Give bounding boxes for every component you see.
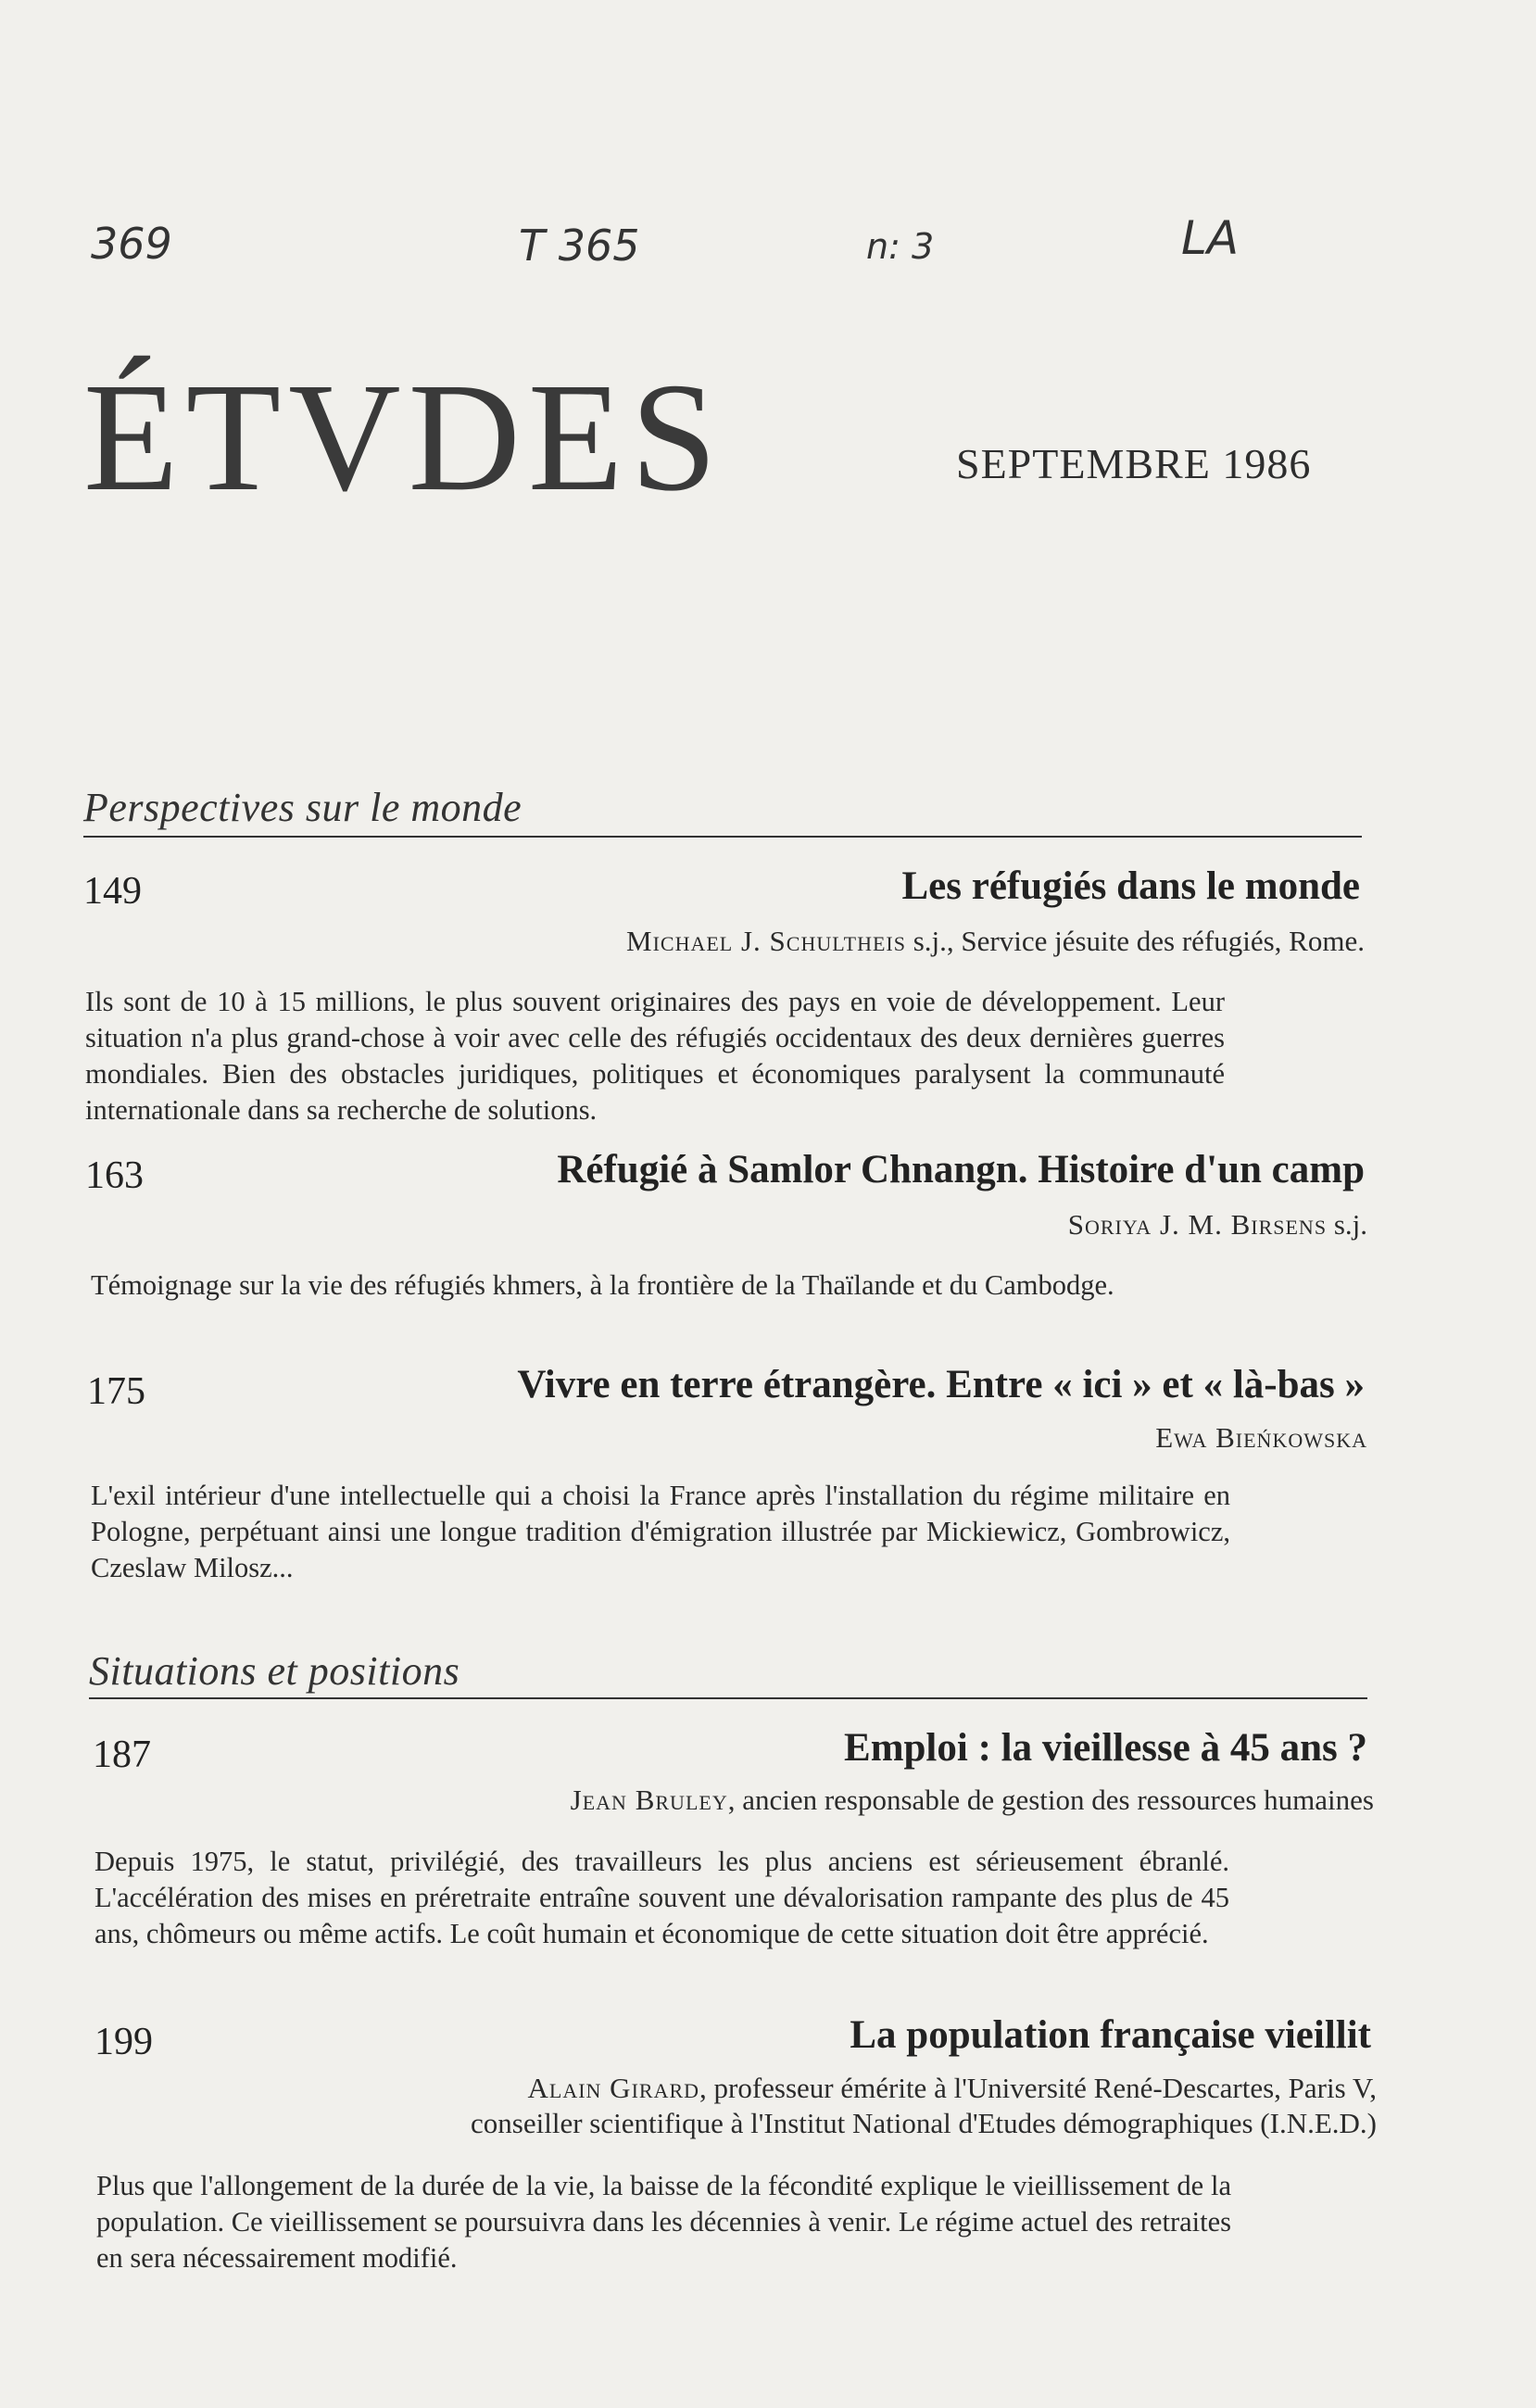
article-author: Ewa Bieńkowska [1155,1421,1367,1454]
article-page-number: 163 [85,1154,144,1197]
handwritten-note-t365: T 365 [519,221,640,271]
article-author: Soriya J. M. Birsens [1067,1208,1328,1241]
article-page-number: 199 [94,2021,153,2063]
handwritten-note-n3: n: 3 [866,226,935,267]
handwritten-note-la: LA [1181,211,1240,265]
article-author: Michael J. Schultheis [626,925,906,957]
article-author-line [528,2072,1378,2105]
article-author: Alain Girard [527,2072,700,2104]
article-abstract: Témoignage sur la vie des réfugiés khmers, à la frontière de la Thaïlande et du Cambodge. [91,1269,1114,1301]
article-abstract: L'exil intérieur d'une intellectuelle qui a choisi la France après l'installation du régime militaire en Pologne, perpétuant ainsi une longue tradition d'émigration illustrée par Mickiewicz, Gombrowicz, Czeslaw Milosz... [91,1480,1230,1583]
article-title: Emploi : la vieillesse à 45 ans ? [844,1726,1367,1770]
article-title: Réfugié à Samlor Chnangn. Histoire d'un camp [557,1148,1365,1191]
article-author-line [626,925,1365,958]
section-rule [83,836,1362,838]
article-affiliation: s.j., Service jésuite des réfugiés, Rome. [905,925,1365,957]
article-author: Jean Bruley [570,1784,728,1816]
article-affiliation: , ancien responsable de gestion des ressources humaines [727,1784,1374,1816]
handwritten-note-369: 369 [91,219,172,269]
article-affiliation: s.j. [1327,1208,1367,1241]
article-page-number: 187 [93,1734,151,1776]
article-affiliation-continued: conseiller scientifique à l'Institut National d'Etudes démographiques (I.N.E.D.) [471,2107,1377,2139]
article-title: Vivre en terre étrangère. Entre « ici » et « là-bas » [517,1363,1365,1406]
article-author-line [1068,1208,1367,1242]
article-page-number: 149 [83,870,142,913]
article-abstract: Depuis 1975, le statut, privilégié, des travailleurs les plus anciens est sérieusement ébranlé. L'accélération des mises en préretraite entraîne souvent une dévalorisation rampante des plus de 45 ans, chômeurs ou même actifs. Le coût humain et économique de cette situation doit être apprécié. [94,1846,1229,1949]
journal-title: ÉTVDES [83,351,724,523]
section-rule [89,1697,1367,1699]
article-affiliation: , professeur émérite à l'Université René-Descartes, Paris V, [699,2072,1377,2104]
article-abstract: Plus que l'allongement de la durée de la vie, la baisse de la fécondité explique le vieillissement de la population. Ce vieillissement se poursuivra dans les décennies à venir. Le régime actuel des retraites en sera nécessairement modifié. [96,2170,1231,2274]
article-title: La population française vieillit [850,2013,1371,2057]
section-heading-situations: Situations et positions [89,1648,460,1694]
section-heading-perspectives: Perspectives sur le monde [83,785,522,830]
article-author-line [1155,1421,1367,1455]
article-author-line [571,1784,1374,1817]
article-page-number: 175 [87,1370,145,1413]
issue-date: SEPTEMBRE 1986 [956,440,1312,487]
article-title: Les réfugiés dans le monde [901,864,1360,908]
article-abstract: Ils sont de 10 à 15 millions, le plus souvent originaires des pays en voie de développement. Leur situation n'a plus grand-chose à voir avec celle des réfugiés occidentaux des deux dernières guerres mondiales. Bien des obstacles juridiques, politiques et économiques paralysent la communauté internationale dans sa recherche de solutions. [85,986,1225,1126]
